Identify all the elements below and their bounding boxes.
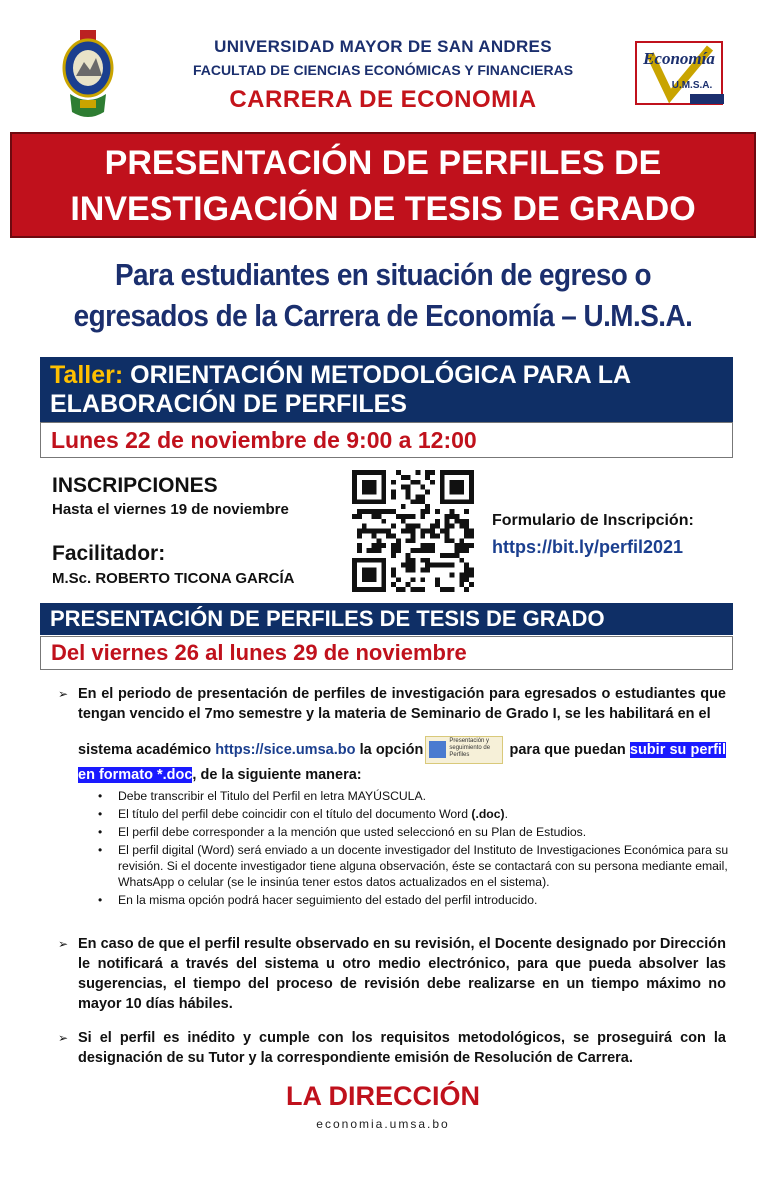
list-item: • El perfil debe corresponder a la mención que usted seleccionó en su Plan de Estudios. — [118, 824, 730, 840]
paragraph-3 — [58, 1028, 726, 1068]
qr-code[interactable] — [352, 470, 474, 592]
p1-prefix: sistema académico — [78, 741, 216, 758]
arrow-bullet-icon: ➢ — [58, 1031, 69, 1045]
website[interactable]: economia.umsa.bo — [316, 1117, 450, 1131]
list-item: • El título del perfil debe coincidir con el título del documento Word (.doc). — [118, 806, 730, 822]
signature: LA DIRECCIÓN — [286, 1081, 480, 1111]
title-banner — [10, 132, 756, 238]
taller-text-line-1: ORIENTACIÓN METODOLÓGICA PARA LA — [123, 361, 632, 389]
logo-economia-text: Economía — [643, 49, 715, 68]
highlighted-upload-text: subir su perfil en formato *.doc — [78, 741, 726, 783]
profiles-option-label: Presentación y seguimiento de Perfiles — [449, 738, 491, 758]
list-item: • El perfil digital (Word) será enviado a un docente investigador del Instituto de Investigaciones Económica para su revisión. Si el docente investigador tiene alguna observación, éste se contactará con su persona mediante email, WhatsApp o celular (se le insinúa tener estos datos actualizados en el sistema). — [118, 842, 730, 890]
presentation-title: PRESENTACIÓN DE PERFILES DE TESIS DE GRADO — [40, 603, 733, 635]
sice-link[interactable]: https://sice.umsa.bo — [215, 741, 356, 758]
subtitle-line-2: egresados de la Carrera de Economía – U.M.S.A. — [73, 298, 693, 333]
facilitator-label: Facilitador: — [52, 542, 166, 565]
list-item: • Debe transcribir el Titulo del Perfil en letra MAYÚSCULA. — [118, 788, 730, 804]
facilitator-name: M.Sc. ROBERTO TICONA GARCÍA — [52, 570, 295, 587]
presentation-date: Del viernes 26 al lunes 29 de noviembre — [40, 636, 733, 670]
taller-label: Taller: — [50, 361, 124, 389]
paragraph-3-text: Si el perfil es inédito y cumple con los requisitos metodológicos, se proseguirá con la designación de su Tutor y la correspondiente emisión de Resolución de Carrera. — [78, 1030, 726, 1066]
requirements-list — [118, 788, 730, 910]
paragraph-1 — [58, 684, 726, 724]
paragraph-2-text: En caso de que el perfil resulte observado en su revisión, el Docente designado por Dirección le notificará a través del sistema u otro medio electrónico, para que pueda absolver las sugerencias, el tiempo del proceso de revisión debe realizarse en un tiempo máximo no mayor 10 días hábiles. — [78, 936, 726, 1012]
faculty-name: FACULTAD DE CIENCIAS ECONÓMICAS Y FINANCIERAS — [192, 62, 574, 78]
inscriptions-deadline: Hasta el viernes 19 de noviembre — [52, 501, 289, 518]
arrow-bullet-icon: ➢ — [58, 687, 69, 701]
p1-mid: la opción — [355, 741, 424, 758]
p1-suffix: , de la siguiente manera: — [192, 767, 362, 783]
taller-text-line-2: ELABORACIÓN DE PERFILES — [50, 390, 407, 418]
form-label: Formulario de Inscripción: — [492, 512, 694, 529]
paragraph-1-text: En el periodo de presentación de perfiles de investigación para egresados o estudiantes que tengan vencido el 7mo semestre y la materia de Seminario de Grado I, se les habilitará en el — [78, 686, 726, 722]
paragraph-2 — [58, 934, 726, 1014]
taller-date: Lunes 22 de noviembre de 9:00 a 12:00 — [40, 422, 733, 458]
inscriptions-title: INSCRIPCIONES — [52, 474, 218, 497]
career-name: CARRERA DE ECONOMIA — [229, 86, 537, 113]
logo-umsa-text: U.M.S.A. — [671, 80, 713, 91]
paragraph-1-continued — [78, 736, 726, 786]
form-url-link[interactable]: https://bit.ly/perfil2021 — [492, 537, 684, 557]
profiles-option-icon[interactable] — [425, 736, 503, 764]
university-name: UNIVERSIDAD MAYOR DE SAN ANDRES — [214, 37, 552, 56]
p1-after-icon: para que puedan — [505, 741, 630, 758]
title-line-1: PRESENTACIÓN DE PERFILES DE — [104, 144, 662, 182]
subtitle-line-1: Para estudiantes en situación de egreso o — [114, 257, 652, 292]
title-line-2: INVESTIGACIÓN DE TESIS DE GRADO — [70, 190, 696, 228]
taller-box — [40, 357, 733, 422]
arrow-bullet-icon: ➢ — [58, 937, 69, 951]
list-item: • En la misma opción podrá hacer seguimiento del estado del perfil introducido. — [118, 892, 730, 908]
